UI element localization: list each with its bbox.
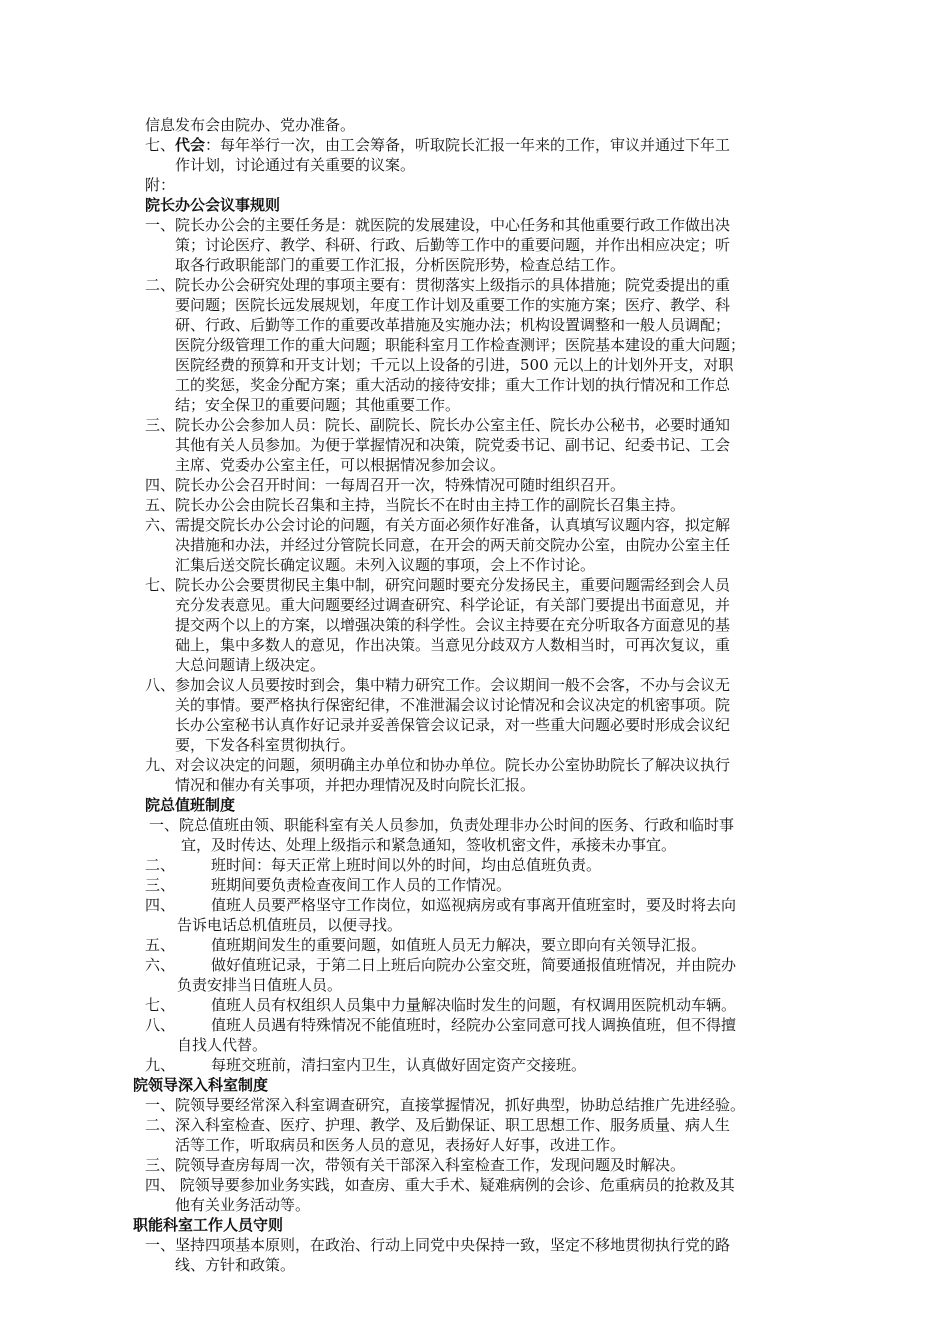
duty-8-line: 值班人员遇有特殊情况不能值班时，经院办公室同意可找人调换值班，但不得擅 [211,1016,737,1034]
rule-9-line: 情况和催办有关事项，并把办理情况及时向院长汇报。 [175,776,536,794]
appendix-label: 附： [145,176,176,194]
section-title-staff-code: 职能科室工作人员守则 [133,1216,284,1234]
duty-number: 五、 [145,936,176,954]
item-number: 七、 [145,136,176,154]
duty-number: 七、 [145,996,176,1014]
rule-1-line: 一、院长办公会的主要任务是：就医院的发展建设，中心任务和其他重要行政工作做出决 [145,216,731,234]
visit-1-line: 一、院领导要经常深入科室调查研究，直接掌握情况，抓好典型，协助总结推广先进经验。 [145,1096,746,1114]
duty-1-line: 宜，及时传达、处理上级指示和紧急通知，签收机密文件，承接未办事宜。 [181,836,677,854]
duty-9-line: 每班交班前，清扫室内卫生，认真做好固定资产交接班。 [211,1056,587,1074]
rule-2-line: 二、院长办公会研究处理的事项主要有：贯彻落实上级指示的具体措施；院党委提出的重 [145,276,731,294]
duty-6-line: 负责安排当日值班人员。 [177,976,343,994]
visit-2-line: 二、深入科室检查、医疗、护理、教学、及后勤保证、职工思想工作、服务质量、病人生 [145,1116,731,1134]
item-label: 代会 [175,136,206,154]
duty-number: 八、 [145,1016,176,1034]
visit-3-line: 三、院领导查房每周一次，带领有关干部深入科室检查工作，发现问题及时解决。 [145,1156,686,1174]
rule-1-line: 取各行政职能部门的重要工作汇报，分析医院形势，检查总结工作。 [175,256,626,274]
visit-4-line: 他有关业务活动等。 [175,1196,311,1214]
rule-7-line: 础上，集中多数人的意见，作出决策。当意见分歧双方人数相当时，可再次复议，重 [175,636,731,654]
intro-line: 信息发布会由院办、党办准备。 [145,116,356,134]
rule-3-line: 主席、党委办公室主任，可以根据情况参加会议。 [175,456,506,474]
rule-8-line: 要，下发各科室贯彻执行。 [175,736,356,754]
duty-5-line: 值班期间发生的重要问题，如值班人员无力解决，要立即向有关领导汇报。 [211,936,707,954]
rule-5-line: 五、院长办公会由院长召集和主持，当院长不在时由主持工作的副院长召集主持。 [145,496,686,514]
rule-9-line: 九、对会议决定的问题，须明确主办单位和协办单位。院长办公室协助院长了解决议执行 [145,756,731,774]
rule-2-line: 要问题；医院长远发展规划，年度工作计划及重要工作的实施方案；医疗、教学、科 [175,296,731,314]
section-title-leader-visits: 院领导深入科室制度 [133,1076,269,1094]
rule-3-line: 三、院长办公会参加人员：院长、副院长、院长办公室主任、院长办公秘书，必要时通知 [145,416,731,434]
rule-6-line: 六、需提交院长办公会讨论的问题，有关方面必须作好准备，认真填写议题内容，拟定解 [145,516,731,534]
rule-7-line: 充分发表意见。重大问题要经过调查研究、科学论证，有关部门要提出书面意见，并 [175,596,731,614]
item-7-continuation: 作计划，讨论通过有关重要的议案。 [175,156,416,174]
rule-2-line: 研、行政、后勤等工作的重要改革措施及实施办法；机构设置调整和一般人员调配； [175,316,731,334]
rule-7-line: 大总问题请上级决定。 [175,656,326,674]
duty-number: 六、 [145,956,176,974]
section-title-duty-system: 院总值班制度 [145,796,236,814]
item-text: ：每年举行一次，由工会筹备，听取院长汇报一年来的工作，审议并通过下年工 [205,136,731,154]
rule-6-line: 决措施和办法，并经过分管院长同意，在开会的两天前交院办公室，由院办公室主任 [175,536,731,554]
duty-6-line: 做好值班记录，于第二日上班后向院办公室交班，简要通报值班情况，并由院办 [211,956,737,974]
duty-number: 三、 [145,876,176,894]
rule-2-line: 工的奖惩，奖金分配方案；重大活动的接待安排；重大工作计划的执行情况和工作总 [175,376,731,394]
duty-number: 九、 [145,1056,176,1074]
rule-3-line: 其他有关人员参加。为便于掌握情况和决策，院党委书记、副书记、纪委书记、工会 [175,436,731,454]
rule-2-line: 医院分级管理工作的重大问题；职能科室月工作检查测评；医院基本建设的重大问题； [175,336,746,354]
rule-7-line: 七、院长办公会要贯彻民主集中制，研究问题时要充分发扬民主，重要问题需经到会人员 [145,576,731,594]
rule-6-line: 汇集后送交院长确定议题。未列入议题的事项，会上不作讨论。 [175,556,596,574]
rule-1-line: 策；讨论医疗、教学、科研、行政、后勤等工作中的重要问题，并作出相应决定；听 [175,236,731,254]
duty-2-line: 班时间：每天正常上班时间以外的时间，均由总值班负责。 [211,856,602,874]
code-1-line: 线、方针和政策。 [175,1256,296,1274]
rule-8-line: 长办公室秘书认真作好记录并妥善保管会议记录，对一些重大问题必要时形成会议纪 [175,716,731,734]
duty-3-line: 班期间要负责检查夜间工作人员的工作情况。 [211,876,512,894]
section-title-president-meeting: 院长办公会议事规则 [145,196,281,214]
code-1-line: 一、坚持四项基本原则，在政治、行动上同党中央保持一致，坚定不移地贯彻执行党的路 [145,1236,731,1254]
duty-number: 二、 [145,856,176,874]
item-7-congress [145,136,730,155]
duty-4-line: 告诉电话总机值班员，以便寻找。 [177,916,403,934]
rule-8-line: 关的事情。要严格执行保密纪律，不准泄漏会议讨论情况和会议决定的机密事项。院 [175,696,731,714]
duty-1-line: 一、院总值班由领、职能科室有关人员参加，负责处理非办公时间的医务、行政和临时事 [149,816,735,834]
visit-2-line: 活等工作，听取病员和医务人员的意见，表扬好人好事，改进工作。 [175,1136,626,1154]
visit-4-line: 四、 院领导要参加业务实践，如查房、重大手术、疑难病例的会诊、危重病员的抢救及其 [145,1176,735,1194]
duty-7-line: 值班人员有权组织人员集中力量解决临时发生的问题，有权调用医院机动车辆。 [211,996,737,1014]
rule-7-line: 提交两个以上的方案，以增强决策的科学性。会议主持要在充分听取各方面意见的基 [175,616,731,634]
duty-4-line: 值班人员要严格坚守工作岗位，如巡视病房或有事离开值班室时，要及时将去向 [211,896,737,914]
rule-8-line: 八、参加会议人员要按时到会，集中精力研究工作。会议期间一般不会客，不办与会议无 [145,676,731,694]
duty-number: 四、 [145,896,176,914]
rule-2-line: 结；安全保卫的重要问题；其他重要工作。 [175,396,461,414]
rule-4-line: 四、院长办公会召开时间：一每周召开一次，特殊情况可随时组织召开。 [145,476,626,494]
rule-2-line: 医院经费的预算和开支计划；千元以上设备的引进，500 元以上的计划外开支，对职 [175,356,734,374]
duty-8-line: 自找人代替。 [177,1036,268,1054]
